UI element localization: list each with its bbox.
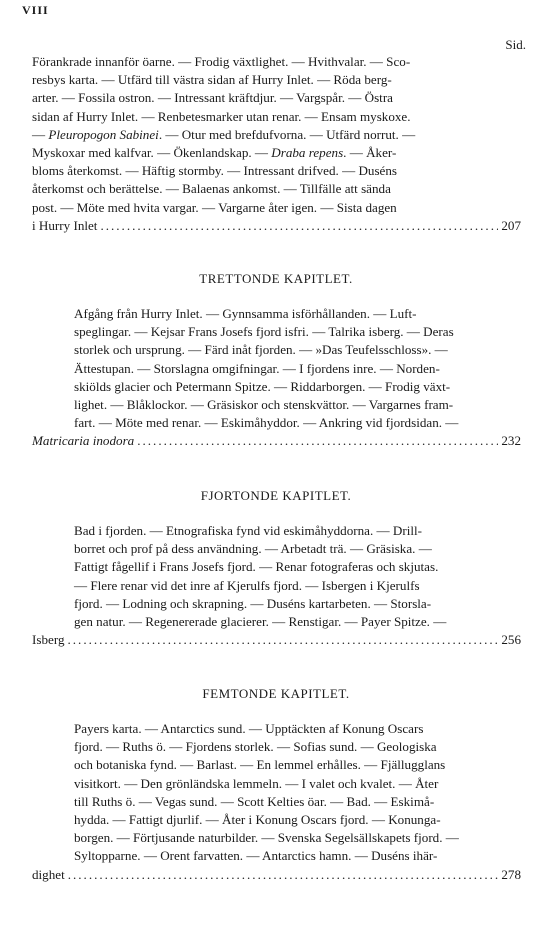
- dot-leader: [68, 631, 499, 649]
- toc-page-number: 256: [501, 632, 521, 648]
- page-column-header: Sid.: [505, 37, 526, 52]
- dot-leader: [68, 866, 499, 884]
- toc-line: — Flere renar vid det inre af Kjerulfs fjord. — Isbergen i Kjerulfs: [74, 577, 420, 593]
- toc-line: resbys karta. — Utfärd till västra sidan af Hurry Inlet. — Röda berg-: [32, 72, 392, 88]
- toc-line: Myskoxar med kalfvar. — Ökenlandskap. — Draba repens. — Åker-: [32, 145, 397, 161]
- chapter-heading: FEMTONDE KAPITLET.: [202, 686, 350, 701]
- toc-entry-continued: [32, 53, 521, 235]
- toc-entry: [32, 305, 521, 451]
- toc-line: bloms återkomst. — Häftig stormby. — Intressant drifved. — Duséns: [32, 163, 397, 179]
- toc-line: speglingar. — Kejsar Frans Josefs fjord isfri. — Talrika isberg. — Deras: [74, 324, 454, 340]
- toc-line: borret och prof på dess användning. — Arbetadt trä. — Gräsiska. —: [74, 541, 432, 557]
- toc-line: Syltopparne. — Orent farvatten. — Antarctics hamn. — Duséns ihär-: [74, 848, 438, 864]
- toc-line: Ättestupan. — Storslagna omgifningar. — I fjordens inre. — Norden-: [74, 360, 440, 376]
- toc-line: hydda. — Fattigt djurlif. — Åter i Konung Oscars fjord. — Konunga-: [74, 812, 441, 828]
- species-name: Draba repens: [271, 145, 344, 161]
- toc-line: återkomst och berättelse. — Balaenas ankomst. — Tillfälle att sända: [32, 181, 391, 197]
- toc-page-number: 278: [501, 866, 521, 882]
- toc-leader-line: [32, 631, 521, 649]
- toc-line: Payers karta. — Antarctics sund. — Upptäckten af Konung Oscars: [74, 721, 424, 736]
- toc-leader-line: [32, 432, 521, 450]
- toc-leader-line: [32, 217, 521, 235]
- toc-line: arter. — Fossila ostron. — Intressant kräftdjur. — Vargspår. — Östra: [32, 90, 393, 106]
- toc-entry: [32, 522, 521, 649]
- toc-last-line: Matricaria inodora: [32, 433, 135, 449]
- toc-line: lighet. — Blåklockor. — Gräsiskor och stenskvättor. — Vargarnes fram-: [74, 397, 454, 413]
- dot-leader: [100, 217, 498, 235]
- toc-line: Bad i fjorden. — Etnografiska fynd vid eskimåhyddorna. — Drill-: [74, 523, 423, 538]
- toc-line: till Ruths ö. — Vegas sund. — Scott Kelties öar. — Bad. — Eskimå-: [74, 793, 435, 809]
- toc-leader-line: [32, 866, 521, 884]
- toc-line: och botaniska fynd. — Barlast. — En lemmel erhålles. — Fjällugglans: [74, 757, 446, 773]
- page-number: VIII: [22, 3, 49, 17]
- toc-last-line: i Hurry Inlet: [32, 217, 98, 233]
- toc-line: — Pleuropogon Sabinei. — Otur med brefdufvorna. — Utfärd norrut. —: [32, 126, 416, 142]
- toc-line: fjord. — Lodning och skrapning. — Duséns kartarbeten. — Storsla-: [74, 595, 432, 611]
- toc-line: post. — Möte med hvita vargar. — Vargarne åter igen. — Sista dagen: [32, 199, 397, 215]
- toc-line: Förankrade innanför öarne. — Frodig växtlighet. — Hvithvalar. — Sco-: [32, 54, 411, 69]
- chapter-heading: FJORTONDE KAPITLET.: [200, 488, 352, 503]
- species-name: Pleuropogon Sabinei: [48, 126, 159, 142]
- toc-last-line: Isberg: [32, 632, 65, 648]
- toc-line: fart. — Möte med renar. — Eskimåhyddor. — Ankring vid fjordsidan. —: [74, 415, 459, 431]
- toc-last-line: dighet: [32, 866, 65, 882]
- toc-entry: [32, 720, 521, 884]
- toc-line: Fattigt fågellif i Frans Josefs fjord. — Renar fotograferas och skjutas.: [74, 559, 439, 575]
- toc-line: storlek och ursprung. — Färd inåt fjorden. — »Das Teufelsschloss». —: [74, 342, 448, 358]
- dot-leader: [137, 432, 498, 450]
- toc-page-number: 207: [501, 217, 521, 233]
- toc-line: sidan af Hurry Inlet. — Renbetesmarker utan renar. — Ensam myskoxe.: [32, 108, 411, 124]
- toc-line: borgen. — Förtjusande naturbilder. — Svenska Segelsällskapets fjord. —: [74, 830, 459, 846]
- toc-page-number: 232: [501, 433, 521, 449]
- toc-line: fjord. — Ruths ö. — Fjordens storlek. — Sofias sund. — Geologiska: [74, 739, 437, 755]
- toc-line: visitkort. — Den grönländska lemmeln. — I valet och kvalet. — Åter: [74, 775, 439, 791]
- chapter-heading: TRETTONDE KAPITLET.: [199, 271, 353, 286]
- toc-line: Afgång från Hurry Inlet. — Gynnsamma isförhållanden. — Luft-: [74, 306, 417, 321]
- toc-line: skiölds glacier och Petermann Spitze. — Riddarborgen. — Frodig växt-: [74, 378, 451, 394]
- toc-line: gen natur. — Regenererade glacierer. — Renstigar. — Payer Spitze. —: [74, 614, 447, 630]
